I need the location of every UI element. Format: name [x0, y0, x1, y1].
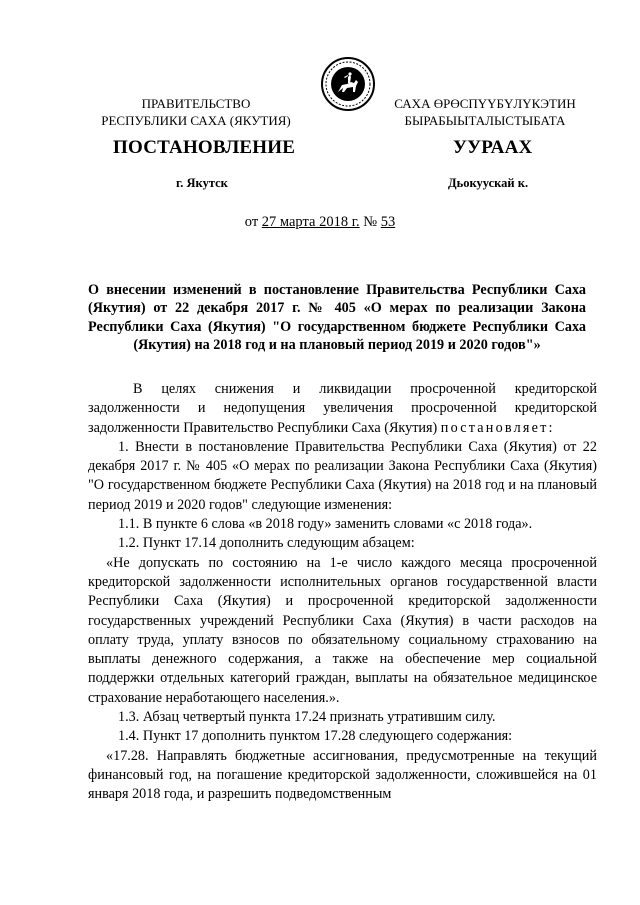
- header-right-line1: САХА ӨРӨСПҮҮБҮЛҮКЭТИН: [394, 96, 576, 111]
- header-left-line1: ПРАВИТЕЛЬСТВО: [141, 96, 251, 111]
- item-1-4: 1.4. Пункт 17 дополнить пунктом 17.28 следующего содержания:: [118, 728, 513, 745]
- document-date: 27 марта 2018 г.: [261, 214, 360, 230]
- quote-paragraph-1: «Не допускать по состоянию на 1-е число каждого месяца просроченной кредиторской задолженности исполнительных органов государственной власти Республики Саха (Якутия) и просроченной кредиторской задолженности государственных учреждений Республики Саха (Якутия) в части расходов на оплату труда, уплату взносов по обязательному социальному страхованию на выплаты денежного содержания, а также на обеспечение мер социальной поддержки отдельных категорий граждан, выплаты на обязательное медицинское страхование неработающего населения.».: [88, 554, 597, 706]
- government-name-russian: [80, 95, 312, 129]
- item-1-2: 1.2. Пункт 17.14 дополнить следующим абзацем:: [118, 535, 415, 552]
- document-type-yakut: УУРААХ: [453, 137, 533, 158]
- item-1-1: 1.1. В пункте 6 слова «в 2018 году» заменить словами «с 2018 года».: [118, 516, 533, 533]
- item-1: 1. Внести в постановление Правительства Республики Саха (Якутия) от 22 декабря 2017 г. № 405 «О мерах по реализации Закона Республики Саха (Якутия) "О государственном бюджете Республики Саха (Якутия) на 2018 год и на плановый период 2019 и 2020 годов" следующие изменения:: [88, 438, 597, 513]
- decree-word: постановляет:: [440, 419, 555, 436]
- document-date-line: [0, 214, 640, 231]
- coat-of-arms-emblem: [320, 56, 376, 112]
- document-type-russian: ПОСТАНОВЛЕНИЕ: [113, 137, 296, 158]
- document-subject: О внесении изменений в постановление Правительства Республики Саха (Якутия) от 22 декабря 2017 г. № 405 «О мерах по реализации Закона Республики Саха (Якутия) "О государственном бюджете Республики Саха (Якутия) на 2018 год и на плановый период 2019 и 2020 годов"»: [88, 282, 586, 354]
- document-body: [88, 380, 597, 805]
- intro-paragraph: [88, 380, 597, 438]
- number-label: №: [359, 214, 381, 230]
- header-right-line2: БЫРАБЫЫТАЛЫСТЫБАТА: [404, 113, 566, 128]
- date-prefix: от: [244, 214, 262, 230]
- document-number: 53: [380, 214, 396, 230]
- city-russian: г. Якутск: [176, 176, 228, 190]
- item-1-3: 1.3. Абзац четвертый пункта 17.24 признать утратившим силу.: [118, 709, 496, 726]
- intro-text: В целях снижения и ликвидации просроченной кредиторской задолженности и недопущения увеличения просроченной кредиторской задолженности Правительство Республики Саха (Якутия): [88, 381, 597, 436]
- government-name-yakut: [385, 95, 585, 129]
- city-yakut: Дьокуускай к.: [448, 176, 529, 190]
- quote-paragraph-2: «17.28. Направлять бюджетные ассигнования, предусмотренные на текущий финансовый год, на погашение кредиторской задолженности, сложившейся на 01 января 2018 года, и разрешить подведомственным: [88, 747, 597, 803]
- header-left-line2: РЕСПУБЛИКИ САХА (ЯКУТИЯ): [101, 113, 291, 128]
